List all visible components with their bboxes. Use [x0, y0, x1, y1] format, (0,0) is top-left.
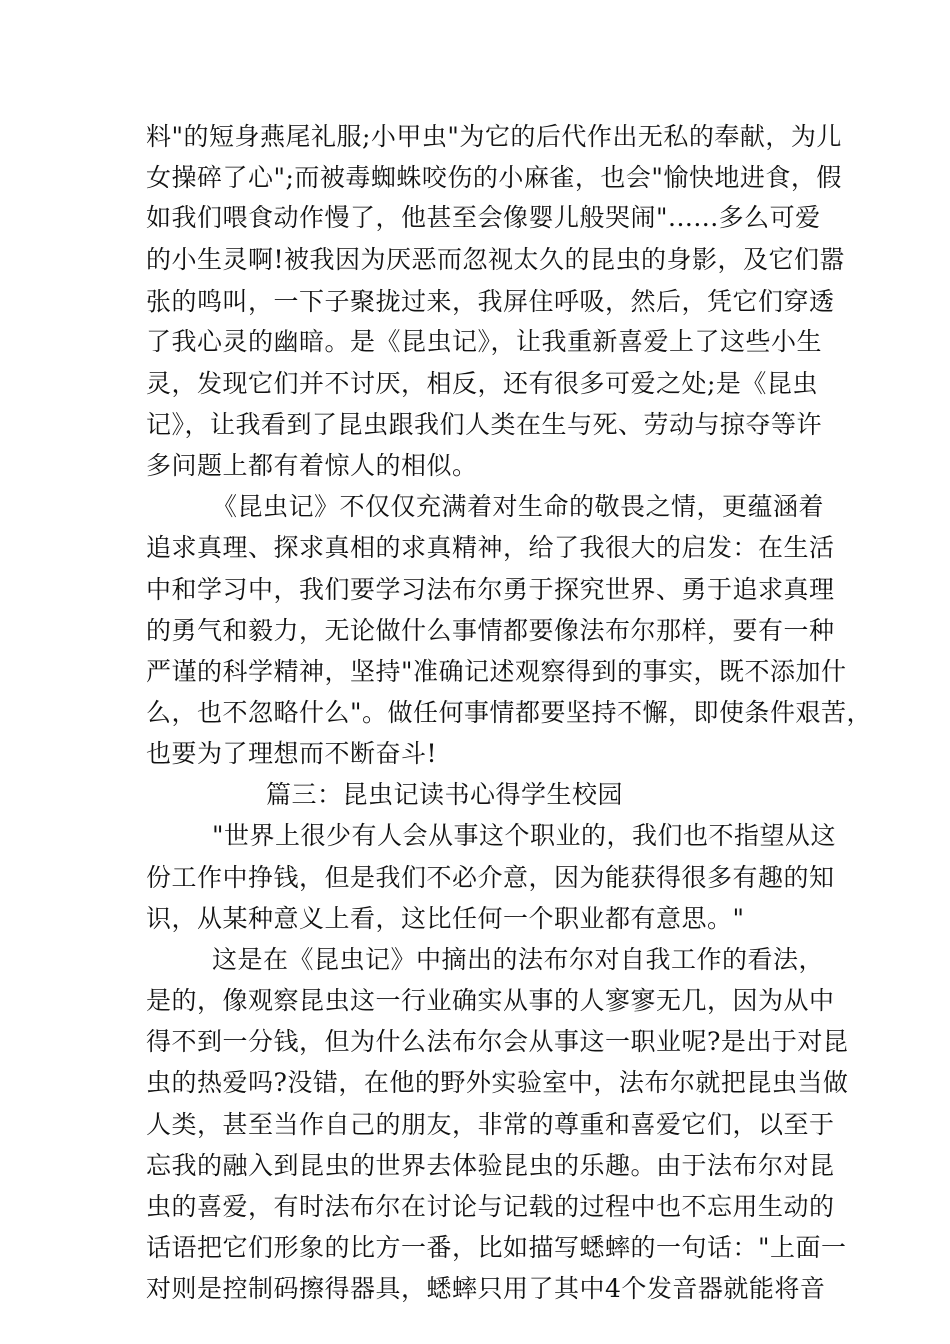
- text-line: 虫的喜爱，有时法布尔在讨论与记载的过程中也不忘用生动的: [146, 1192, 835, 1221]
- text-line: 对则是控制码擦得器具，蟋蟀只用了其中4个发音器就能将音: [146, 1274, 826, 1303]
- text-line: 也要为了理想而不断奋斗!: [146, 739, 438, 768]
- text-line: 张的鸣叫，一下子聚拢过来，我屏住呼吸，然后，凭它们穿透: [146, 287, 835, 316]
- text-line: 女操碎了心";而被毒蜘蛛咬伤的小麻雀，也会"愉快地进食，假: [146, 163, 842, 192]
- text-line: 是的，像观察昆虫这一行业确实从事的人寥寥无几，因为从中: [146, 986, 835, 1015]
- text-line: 中和学习中，我们要学习法布尔勇于探究世界、勇于追求真理: [146, 575, 835, 604]
- paragraph-first-line: 《昆虫记》不仅仅充满着对生命的敬畏之情，更蕴涵着: [212, 492, 825, 521]
- text-line: 严谨的科学精神，坚持"准确记述观察得到的事实，既不添加什: [146, 657, 847, 686]
- text-line: 的小生灵啊!被我因为厌恶而忽视太久的昆虫的身影，及它们嚣: [146, 245, 846, 274]
- text-line: 识，从某种意义上看，这比任何一个职业都有意思。": [146, 904, 745, 933]
- text-line: 了我心灵的幽暗。是《昆虫记》，让我重新喜爱上了这些小生: [146, 327, 823, 356]
- text-line: 虫的热爱吗?没错，在他的野外实验室中，法布尔就把昆虫当做: [146, 1068, 849, 1097]
- paragraph-first-line: "世界上很少有人会从事这个职业的，我们也不指望从这: [212, 821, 837, 850]
- section-heading: 篇三：昆虫记读书心得学生校园: [266, 780, 624, 809]
- text-line: 人类，甚至当作自己的朋友，非常的尊重和喜爱它们，以至于: [146, 1110, 835, 1139]
- text-line: 追求真理、探求真相的求真精神，给了我很大的启发：在生活: [146, 533, 835, 562]
- text-line: 多问题上都有着惊人的相似。: [146, 451, 478, 480]
- text-line: 记》，让我看到了昆虫跟我们人类在生与死、劳动与掠夺等许: [146, 410, 823, 439]
- text-line: 话语把它们形象的比方一番，比如描写蟋蟀的一句话："上面一: [146, 1233, 847, 1262]
- text-line: 份工作中挣钱，但是我们不必介意，因为能获得很多有趣的知: [146, 863, 835, 892]
- text-line: 如我们喂食动作慢了，他甚至会像婴儿般哭闹"......多么可爱: [146, 203, 821, 232]
- paragraph-first-line: 这是在《昆虫记》中摘出的法布尔对自我工作的看法，: [212, 945, 825, 974]
- text-line: 的勇气和毅力，无论做什么事情都要像法布尔那样，要有一种: [146, 616, 835, 645]
- text-line: 料"的短身燕尾礼服;小甲虫"为它的后代作出无私的奉献，为儿: [146, 122, 842, 151]
- text-line: 忘我的融入到昆虫的世界去体验昆虫的乐趣。由于法布尔对昆: [146, 1151, 835, 1180]
- text-line: 得不到一分钱，但为什么法布尔会从事这一职业呢?是出于对昆: [146, 1027, 849, 1056]
- text-line: 么，也不忽略什么"。做任何事情都要坚持不懈，即使条件艰苦，: [146, 698, 873, 727]
- text-line: 灵，发现它们并不讨厌，相反，还有很多可爱之处;是《昆虫: [146, 369, 818, 398]
